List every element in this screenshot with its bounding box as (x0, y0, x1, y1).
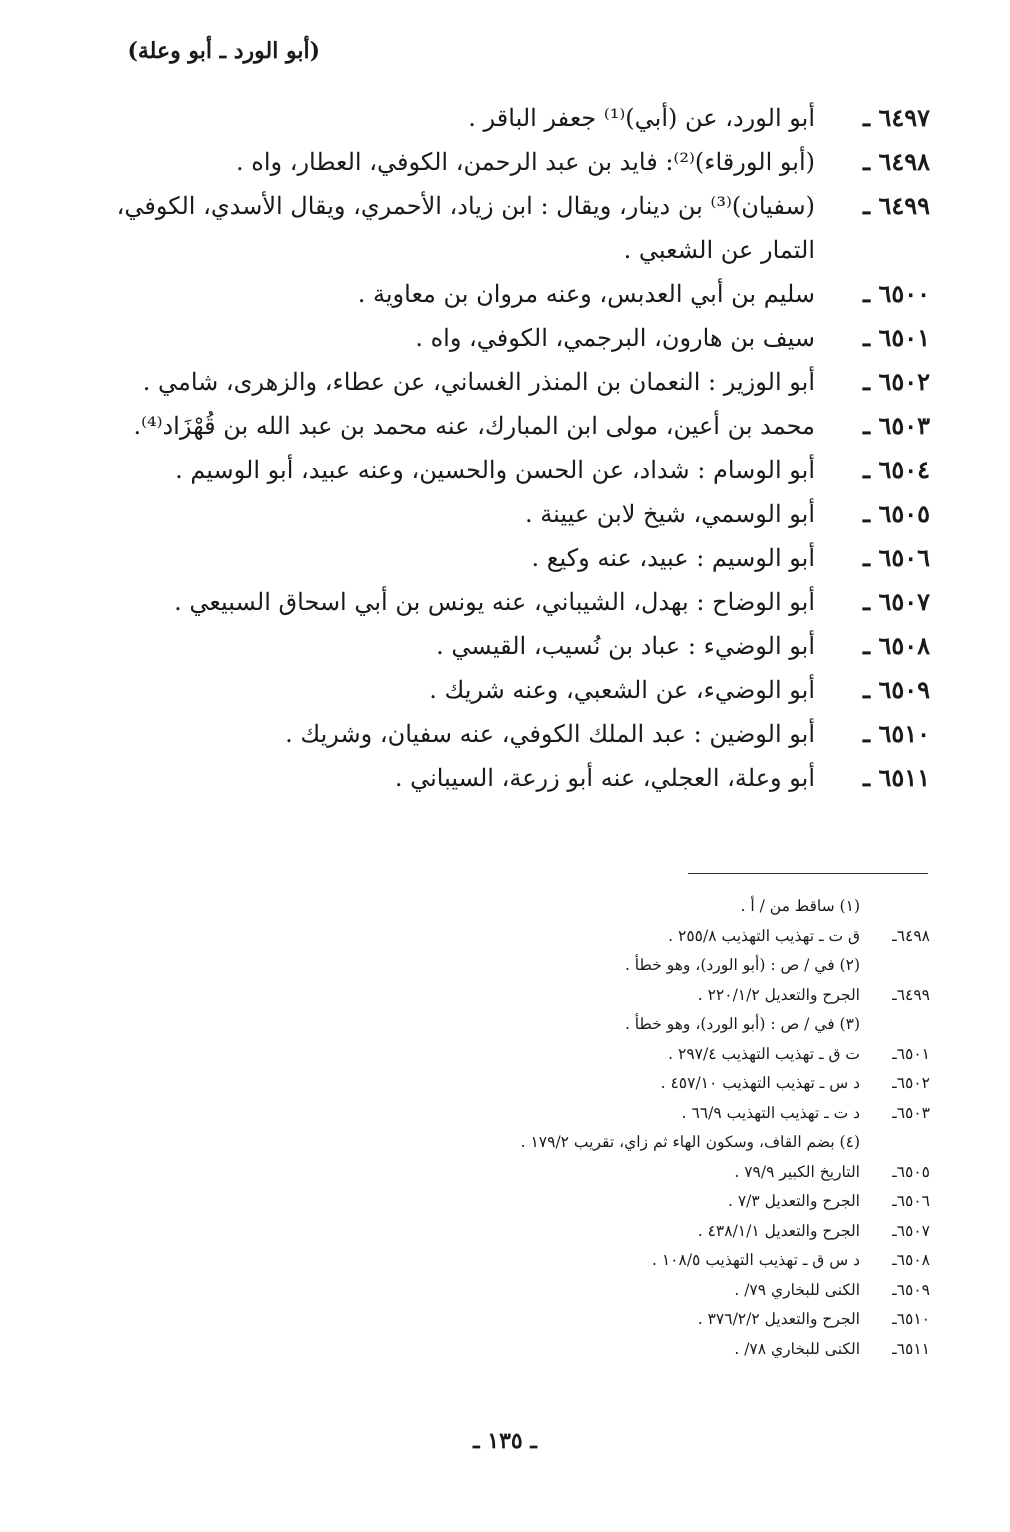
footnote-row (170, 1246, 930, 1276)
footnote-text: (١) ساقط من / أ . (740, 897, 860, 915)
entry-text: أبو الوسام : شداد، عن الحسن والحسين، وعنه عبيد، أبو الوسيم . (175, 456, 815, 484)
entry-number: ٦٥٠٩ ـ (863, 675, 930, 704)
entry-number: ٦٤٩٨ ـ (863, 147, 930, 176)
entry-number: ٦٥٠٥ ـ (863, 499, 930, 528)
footnote-text: ق ت ـ تهذيب التهذيب ٢٥٥/٨ . (668, 926, 860, 945)
footnote-text: الجرح والتعديل ٢٢٠/١/٢ . (697, 985, 860, 1004)
footnote-row (170, 922, 930, 952)
entry-text: أبو الوضيء : عباد بن نُسيب، القيسي . (436, 632, 815, 660)
entry-text: أبو الوسمي، شيخ لابن عيينة . (524, 500, 815, 528)
entry-number: ٦٥٠٧ ـ (863, 587, 930, 616)
footnote-row (170, 1040, 930, 1070)
footnote-text: (٤) بضم القاف، وسكون الهاء ثم زاي، تقريب ١٧٩/٢ . (520, 1133, 860, 1151)
footnote-entry-ref: ٦٥٠٨ـ (892, 1251, 930, 1269)
footnote-entry-ref: ٦٥٠٩ـ (892, 1280, 930, 1299)
entry-text: محمد بن أعين، مولى ابن المبارك، عنه محمد بن عبد الله بن قُهْزَاد⁽⁴⁾. (133, 412, 815, 440)
footnote-entry-ref: ٦٥١٠ـ (892, 1310, 930, 1328)
footnote-text: ت ق ـ تهذيب التهذيب ٢٩٧/٤ . (668, 1044, 860, 1063)
entry-row (70, 316, 930, 360)
entry-text: أبو الوضيء، عن الشعبي، وعنه شريك . (429, 676, 815, 704)
footnote-text: التاريخ الكبير ٧٩/٩ . (734, 1162, 860, 1181)
entry-number: ٦٤٩٩ ـ (863, 191, 930, 220)
footnotes-list (170, 892, 930, 1364)
entry-row (70, 184, 930, 272)
footnote-row (170, 1335, 930, 1365)
footnote-text: الكنى للبخاري ٧٨/ . (734, 1339, 860, 1358)
entry-row (70, 492, 930, 536)
entry-row (70, 404, 930, 448)
entry-row (70, 624, 930, 668)
footnote-text: د س ق ـ تهذيب التهذيب ١٠٨/٥ . (652, 1251, 860, 1269)
entry-text: أبو الوضاح : بهدل، الشيباني، عنه يونس بن أبي اسحاق السبيعي . (174, 588, 815, 616)
entry-number: ٦٥١١ ـ (863, 763, 930, 792)
entry-number: ٦٥٠٢ ـ (863, 367, 930, 396)
entry-text: أبو وعلة، العجلي، عنه أبو زرعة، السيباني . (394, 764, 815, 792)
entry-text: أبو الورد، عن (أبي)⁽¹⁾ جعفر الباقر . (468, 104, 815, 132)
footnote-separator (688, 873, 928, 874)
entry-number: ٦٥٠٨ ـ (863, 631, 930, 660)
footnote-entry-ref: ٦٤٩٨ـ (892, 926, 930, 945)
footnote-row (170, 1010, 930, 1040)
entry-number: ٦٥٠١ ـ (863, 323, 930, 352)
entry-row (70, 536, 930, 580)
entry-text: أبو الوسيم : عبيد، عنه وكيع . (531, 544, 815, 572)
footnote-row (170, 1276, 930, 1306)
page-number: ـ ١٣٥ ـ (473, 1428, 537, 1454)
entry-row (70, 96, 930, 140)
entry-row (70, 272, 930, 316)
entry-number: ٦٥١٠ ـ (863, 719, 930, 748)
entry-number: ٦٥٠٠ ـ (863, 279, 930, 308)
entry-text: أبو الوزير : النعمان بن المنذر الغساني، عن عطاء، والزهرى، شامي . (142, 368, 815, 396)
entry-number: ٦٤٩٧ ـ (863, 103, 930, 132)
entry-text: سيف بن هارون، البرجمي، الكوفي، واه . (415, 324, 815, 352)
footnote-row (170, 1187, 930, 1217)
entry-row (70, 140, 930, 184)
footnote-text: (٢) في / ص : (أبو الورد)، وهو خطأ . (624, 956, 860, 974)
footnote-entry-ref: ٦٥٠٧ـ (892, 1221, 930, 1240)
entry-text: أبو الوضين : عبد الملك الكوفي، عنه سفيان، وشريك . (285, 720, 815, 748)
footnote-row (170, 1217, 930, 1247)
entry-row (70, 580, 930, 624)
footnote-row (170, 1158, 930, 1188)
entry-text: (سفيان)⁽³⁾ بن دينار، ويقال : ابن زياد، الأحمري، ويقال الأسدي، الكوفي، التمار عن الشعبي . (116, 192, 815, 264)
entry-text: سليم بن أبي العدبس، وعنه مروان بن معاوية . (357, 280, 815, 308)
footnote-text: الجرح والتعديل ٣٧٦/٢/٢ . (697, 1310, 860, 1328)
footnote-text: الجرح والتعديل ٧/٣ . (727, 1192, 860, 1210)
footnote-entry-ref: ٦٥٠٦ـ (892, 1192, 930, 1210)
footnote-entry-ref: ٦٥١١ـ (892, 1339, 930, 1358)
footnote-text: د س ـ تهذيب التهذيب ٤٥٧/١٠ . (660, 1074, 860, 1092)
footnote-entry-ref: ٦٤٩٩ـ (892, 985, 930, 1004)
entry-number: ٦٥٠٣ ـ (863, 411, 930, 440)
footnote-row (170, 1069, 930, 1099)
entry-row (70, 448, 930, 492)
entry-text: (أبو الورقاء)⁽²⁾: فايد بن عبد الرحمن، الكوفي، العطار، واه . (235, 148, 815, 176)
footnote-row (170, 1305, 930, 1335)
running-header: (أبو الورد ـ أبو وعلة) (127, 38, 320, 64)
entry-number: ٦٥٠٤ ـ (863, 455, 930, 484)
entry-row (70, 668, 930, 712)
footnote-entry-ref: ٦٥٠١ـ (892, 1044, 930, 1063)
entry-row (70, 712, 930, 756)
entries-list (70, 96, 930, 800)
footnote-entry-ref: ٦٥٠٥ـ (892, 1162, 930, 1181)
footnote-text: د ت ـ تهذيب التهذيب ٦٦/٩ . (681, 1103, 860, 1122)
entry-number: ٦٥٠٦ ـ (863, 543, 930, 572)
footnote-text: (٣) في / ص : (أبو الورد)، وهو خطأ . (624, 1015, 860, 1033)
footnote-entry-ref: ٦٥٠٣ـ (892, 1103, 930, 1122)
footnote-text: الجرح والتعديل ٤٣٨/١/١ . (697, 1221, 860, 1240)
footnote-entry-ref: ٦٥٠٢ـ (892, 1074, 930, 1092)
footnote-row (170, 1128, 930, 1158)
footnote-row (170, 981, 930, 1011)
footnote-text: الكنى للبخاري ٧٩/ . (734, 1280, 860, 1299)
footnote-row (170, 1099, 930, 1129)
footnote-row (170, 892, 930, 922)
footnote-row (170, 951, 930, 981)
entry-row (70, 756, 930, 800)
entry-row (70, 360, 930, 404)
